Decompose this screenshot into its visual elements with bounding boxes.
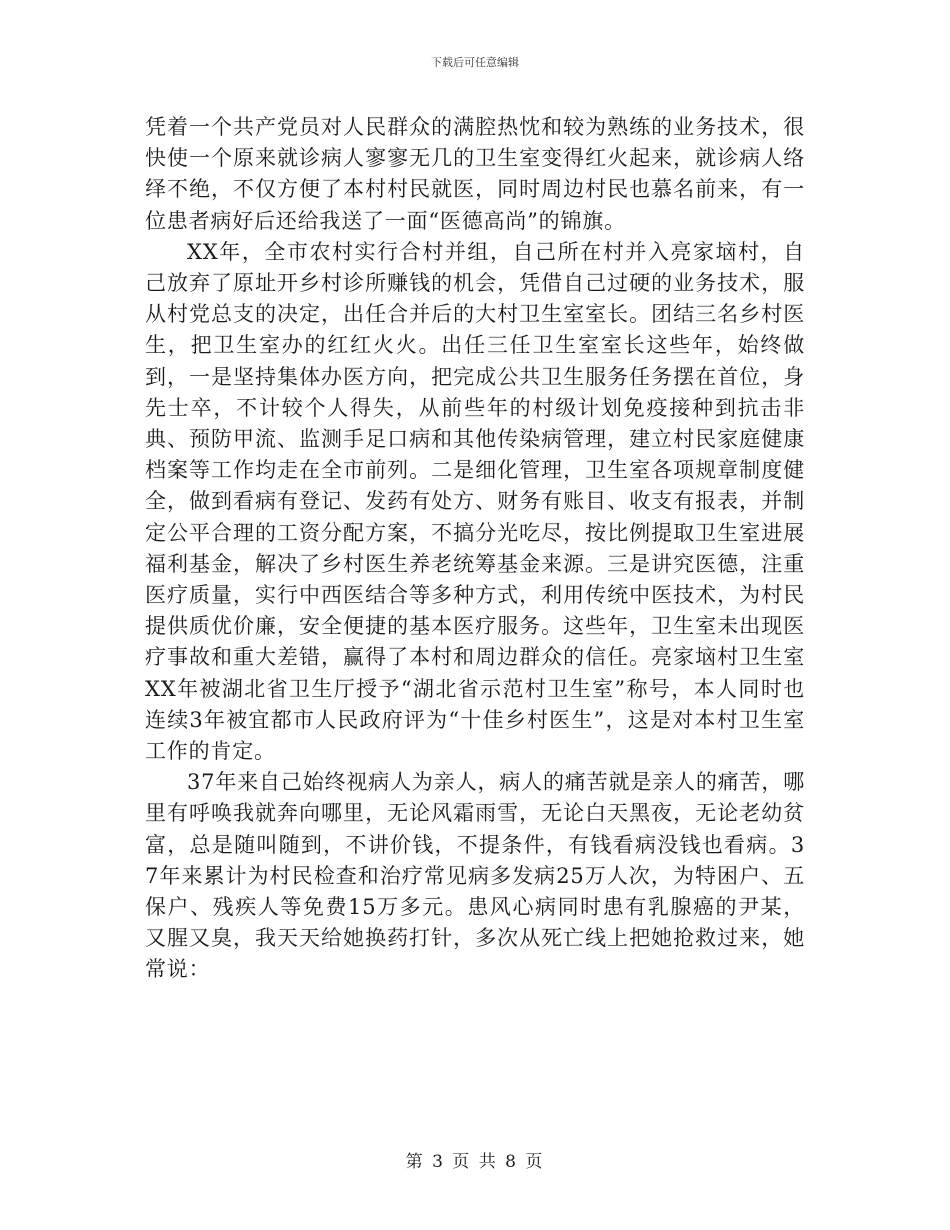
document-body <box>145 112 805 986</box>
page-number: 第 3 页 共 8 页 <box>405 1152 545 1172</box>
page-header: 下载后可任意编辑 <box>431 56 519 69</box>
paragraph-2: XX年，全市农村实行合村并组，自己所在村并入亮家垴村，自己放弃了原址开乡村诊所赚钱的机会，凭借自己过硬的业务技术，服从村党总支的决定，出任合并后的大村卫生室室长。团结三名乡村医生，把卫生室办的红红火火。出任三任卫生室室长这些年，始终做到，一是坚持集体办医方向，把完成公共卫生服务任务摆在首位，身先士卒，不计较个人得失，从前些年的村级计划免疫接种到抗击非典、预防甲流、监测手足口病和其他传染病管理，建立村民家庭健康档案等工作均走在全市前列。二是细化管理，卫生室各项规章制度健全，做到看病有登记、发药有处方、财务有账目、收支有报表，并制定公平合理的工资分配方案，不搞分光吃尽，按比例提取卫生室进展福利基金，解决了乡村医生养老统筹基金来源。三是讲究医德，注重医疗质量，实行中西医结合等多种方式，利用传统中医技术，为村民提供质优价廉，安全便捷的基本医疗服务。这些年，卫生室未出现医疗事故和重大差错，赢得了本村和周边群众的信任。亮家垴村卫生室XX年被湖北省卫生厅授予“湖北省示范村卫生室”称号，本人同时也连续3年被宜都市人民政府评为“十佳乡村医生”，这是对本村卫生室工作的肯定。 <box>145 239 805 764</box>
paragraph-3: 37年来自己始终视病人为亲人，病人的痛苦就是亲人的痛苦，哪里有呼唤我就奔向哪里，无论风霜雨雪，无论白天黑夜，无论老幼贫富，总是随叫随到，不讲价钱，不提条件，有钱看病没钱也看病。37年来累计为村民检查和治疗常见病多发病25万人次，为特困户、五保户、残疾人等免费15万多元。患风心病同时患有乳腺癌的尹某，又腥又臭，我天天给她换药打针，多次从死亡线上把她抢救过来，她常说： <box>145 770 805 982</box>
paragraph-1: 凭着一个共产党员对人民群众的满腔热忱和较为熟练的业务技术，很快使一个原来就诊病人寥寥无几的卫生室变得红火起来，就诊病人络绎不绝，不仅方便了本村村民就医，同时周边村民也慕名前来，有一位患者病好后还给我送了一面“医德高尚”的锦旗。 <box>145 115 805 233</box>
